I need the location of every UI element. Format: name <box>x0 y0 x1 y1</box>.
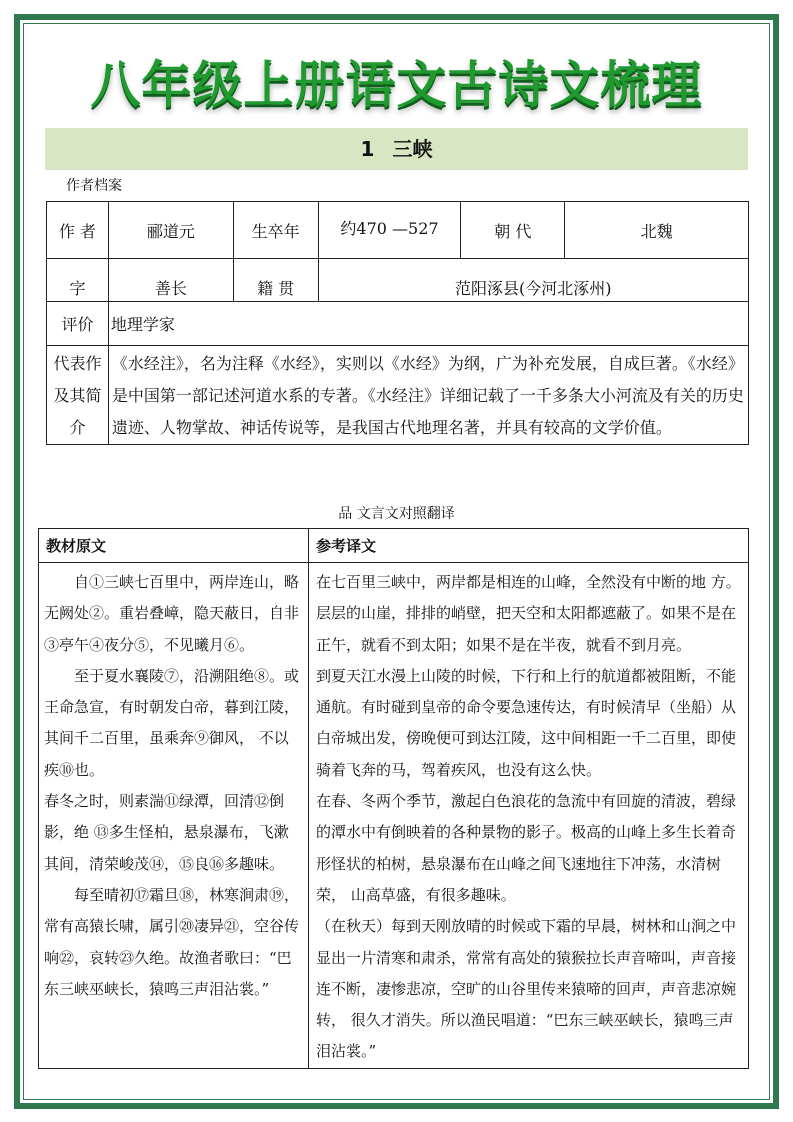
hometown-label-cell: 籍 贯 <box>233 259 318 302</box>
author-profile-label: 作者档案 <box>66 178 122 194</box>
life-label-cell: 生卒年 <box>233 202 318 259</box>
reference-paragraph: 到夏天江水漫上山陵的时候，下行和上行的航道都被阻断，不能通航。有时碰到皇帝的命令要急速传达，有时候清早（坐船）从白帝城出发，傍晚便可到达江陵，这中间相距一千二百里，即使骑着飞奔的马，驾着疾风，也没有这么快。 <box>316 666 737 779</box>
original-text-header: 教材原文 <box>39 529 309 563</box>
works-description: 《水经注》，名为注释《水经》，实则以《水经》为纲，广为补充发展，自成巨著。《水经》是中国第一部记述河道水系的专著。《水经注》详细记载了一千多条大小河流及有关的历史遗迹、人物掌故、神话传说等，是我国古代地理名著，并具有较高的文学价值。 <box>108 346 748 445</box>
reference-paragraph: 在七百里三峡中，两岸都是相连的山峰，全然没有中断的地 方。层层的山崖，排排的峭壁，把天空和太阳都遮蔽了。如果不是在正午，就看不到太阳；如果不是在半夜，就看不到月亮。 <box>316 573 741 654</box>
courtesy-value: 善长 <box>108 259 233 302</box>
lesson-number: 1 <box>360 137 375 161</box>
original-paragraph: 春冬之时，则素湍⑪绿潭，回清⑫倒影，绝 ⑬多生怪柏，悬泉瀑布，飞漱其间，清荣峻茂⑭，⑮良⑯多趣味。 <box>44 792 289 873</box>
dynasty-value: 北魏 <box>565 202 749 259</box>
original-paragraph: 自①三峡七百里中，两岸连山，略无阙处②。重岩叠嶂，隐天蔽日，自非③亭午④夜分⑤，不见曦月⑥。 <box>44 573 300 654</box>
translation-table <box>38 528 749 1069</box>
page-title: 八年级上册语文古诗文梳理 <box>90 56 703 114</box>
reference-paragraph: 在春、冬两个季节，激起白色浪花的急流中有回旋的清波，碧绿的潭水中有倒映着的各种景物的影子。极高的山峰上多生长着奇形怪状的柏树，悬泉瀑布在山峰之间飞速地往下冲荡，水清树荣， 山高草盛，有很多趣味。 <box>316 792 737 904</box>
author-profile-table <box>46 201 749 445</box>
reference-translation-cell <box>309 563 749 1069</box>
evaluation-label-cell: 评价 <box>47 302 109 346</box>
lesson-header <box>45 128 748 170</box>
dynasty-label-cell: 朝 代 <box>461 202 565 259</box>
original-paragraph: 至于夏水襄陵⑦，沿溯阻绝⑧。或王命急宣，有时朝发白帝，暮到江陵，其间千二百里，虽乘奔⑨御风， 不以疾⑩也。 <box>44 666 300 779</box>
original-text-cell <box>39 563 309 1069</box>
life-value: 约470 —527 <box>318 202 461 259</box>
original-paragraph: 每至晴初⑰霜旦⑱，林寒涧肃⑲， 常有高猿长啸，属引⑳凄异㉑，空谷传响㉒，哀转㉓久绝。故渔者歌曰：“巴东三峡巫峡长，猿鸣三声泪沾裳。” <box>44 885 300 998</box>
reference-translation-header: 参考译文 <box>309 529 749 563</box>
author-label-cell: 作 者 <box>47 202 109 259</box>
author-value: 郦道元 <box>108 202 233 259</box>
hometown-value: 范阳涿县(今河北涿州) <box>318 259 748 302</box>
courtesy-label-cell: 字 <box>47 259 109 302</box>
reference-paragraph: （在秋天）每到天刚放晴的时候或下霜的早晨，树林和山涧之中显出一片清寒和肃杀，常常有高处的猿猴拉长声音啼叫，声音接连不断，凄惨悲凉，空旷的山谷里传来猿啼的回声，声音悲凉婉转， 很久才消失。所以渔民唱道：“巴东三峡巫峡长，猿鸣三声泪沾裳。” <box>316 917 737 1061</box>
evaluation-value: 地理学家 <box>108 302 748 346</box>
translation-section-label: 品 文言文对照翻译 <box>338 506 455 522</box>
works-label-cell: 代表作及其简介 <box>47 346 109 445</box>
lesson-name: 三峡 <box>392 137 433 161</box>
